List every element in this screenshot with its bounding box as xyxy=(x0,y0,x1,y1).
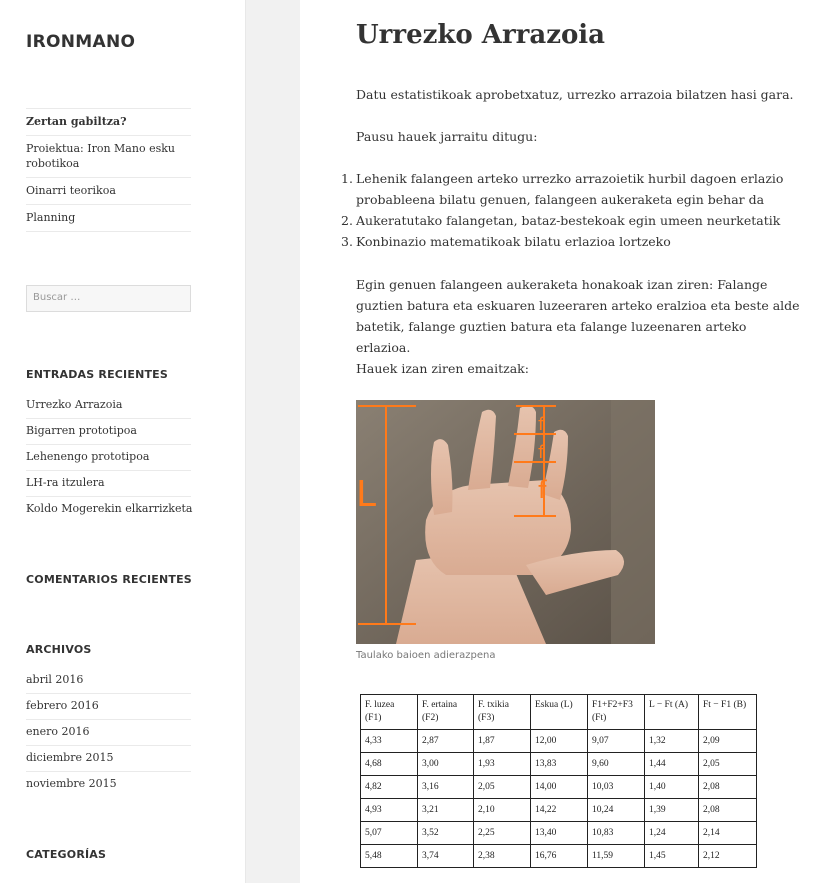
table-cell: 12,00 xyxy=(531,730,588,753)
list-item: 3. Konbinazio matematikoak bilatu erlazioa lortzeko xyxy=(341,234,671,249)
recent-comments-title: COMENTARIOS RECIENTES xyxy=(26,573,192,586)
recent-post-link[interactable]: Urrezko Arrazoia xyxy=(26,393,191,419)
archive-link[interactable]: abril 2016 xyxy=(26,668,191,694)
table-cell: 1,40 xyxy=(645,776,699,799)
table-cell: 2,08 xyxy=(699,799,757,822)
table-cell: 1,45 xyxy=(645,845,699,868)
phalanx-label: f xyxy=(538,476,547,504)
recent-posts-title: ENTRADAS RECIENTES xyxy=(26,368,169,381)
table-cell: 3,52 xyxy=(418,822,474,845)
table-cell: 14,22 xyxy=(531,799,588,822)
hand-illustration xyxy=(356,400,655,644)
table-cell: 16,76 xyxy=(531,845,588,868)
archive-link[interactable]: noviembre 2015 xyxy=(26,777,117,790)
table-cell: 2,05 xyxy=(474,776,531,799)
table-cell: 9,07 xyxy=(588,730,645,753)
table-cell: 2,38 xyxy=(474,845,531,868)
table-cell: 2,09 xyxy=(699,730,757,753)
post-content xyxy=(300,0,836,883)
phalanx-label: f xyxy=(538,442,545,463)
table-cell: 13,40 xyxy=(531,822,588,845)
table-cell: 1,87 xyxy=(474,730,531,753)
table-cell: 4,68 xyxy=(361,753,418,776)
table-header-row xyxy=(361,695,757,730)
menu-item-oinarri[interactable]: Oinarri teorikoa xyxy=(26,177,191,204)
archives-title: ARCHIVOS xyxy=(26,643,92,656)
post-title: Urrezko Arrazoia xyxy=(356,20,606,50)
site-title[interactable]: IRONMANO xyxy=(26,32,136,52)
archive-link[interactable]: febrero 2016 xyxy=(26,694,191,720)
table-row xyxy=(361,753,757,776)
table-cell: 3,16 xyxy=(418,776,474,799)
table-cell: 3,21 xyxy=(418,799,474,822)
table-cell: 2,10 xyxy=(474,799,531,822)
archive-link[interactable]: diciembre 2015 xyxy=(26,746,191,772)
table-cell: 2,05 xyxy=(699,753,757,776)
paragraph: Pausu hauek jarraitu ditugu: xyxy=(356,129,538,144)
table-cell: 1,32 xyxy=(645,730,699,753)
table-header: L − Ft (A) xyxy=(645,695,699,730)
recent-post-link[interactable]: Lehenengo prototipoa xyxy=(26,445,191,471)
table-cell: 2,14 xyxy=(699,822,757,845)
table-cell: 4,33 xyxy=(361,730,418,753)
table-cell: 3,74 xyxy=(418,845,474,868)
table-cell: 4,93 xyxy=(361,799,418,822)
table-cell: 5,07 xyxy=(361,822,418,845)
main-menu xyxy=(26,108,191,232)
recent-post-link[interactable]: Koldo Mogerekin elkarrizketa xyxy=(26,502,193,515)
length-label: L xyxy=(356,474,377,515)
steps-list xyxy=(341,168,804,252)
phalanx-label: f xyxy=(538,414,545,435)
paragraph: Hauek izan ziren emaitzak: xyxy=(356,361,529,376)
table-cell: 2,12 xyxy=(699,845,757,868)
table-cell: 3,00 xyxy=(418,753,474,776)
table-row xyxy=(361,799,757,822)
table-header: F1+F2+F3 (Ft) xyxy=(588,695,645,730)
table-cell: 1,39 xyxy=(645,799,699,822)
paragraph: Datu estatistikoak aprobetxatuz, urrezko arrazoia bilatzen hasi gara. xyxy=(356,87,794,102)
table-header: F. luzea (F1) xyxy=(361,695,418,730)
table-cell: 1,24 xyxy=(645,822,699,845)
search-input[interactable]: Buscar … xyxy=(26,285,191,312)
hand-photo xyxy=(356,400,655,644)
menu-item-planning[interactable]: Planning xyxy=(26,204,191,232)
table-cell: 1,93 xyxy=(474,753,531,776)
table-header: F. ertaina (F2) xyxy=(418,695,474,730)
table-cell: 2,25 xyxy=(474,822,531,845)
recent-post-link[interactable]: Bigarren prototipoa xyxy=(26,419,191,445)
table-cell: 9,60 xyxy=(588,753,645,776)
table-row xyxy=(361,730,757,753)
archives-list xyxy=(26,668,191,798)
table-cell: 11,59 xyxy=(588,845,645,868)
table-cell: 5,48 xyxy=(361,845,418,868)
recent-post-link[interactable]: LH-ra itzulera xyxy=(26,471,191,497)
list-item: 1. Lehenik falangeen arteko urrezko arrazoietik hurbil dagoen erlazio probableena bilatu genuen, falangeen aukeraketa egin behar da xyxy=(341,171,784,207)
list-item: 2. Aukeratutako falangetan, bataz-bestekoak egin umeen neurketatik xyxy=(341,213,781,228)
table-header: Ft − F1 (B) xyxy=(699,695,757,730)
table-row xyxy=(361,845,757,868)
image-caption: Taulako baioen adierazpena xyxy=(356,650,496,661)
table-cell: 1,44 xyxy=(645,753,699,776)
paragraph: Egin genuen falangeen aukeraketa honakoak izan ziren: Falange guztien batura eta eskuaren luzeeraren arteko eralzioa eta beste alde batetik, falange guztien batura eta falange luzeenaren arteko erlazioa. xyxy=(356,277,800,355)
table-cell: 2,87 xyxy=(418,730,474,753)
table-header: F. txikia (F3) xyxy=(474,695,531,730)
table-cell: 10,24 xyxy=(588,799,645,822)
menu-item-proiektua[interactable]: Proiektua: Iron Mano esku robotikoa xyxy=(26,135,191,177)
table-cell: 10,03 xyxy=(588,776,645,799)
menu-item-zertan[interactable]: Zertan gabiltza? xyxy=(26,108,191,135)
table-cell: 14,00 xyxy=(531,776,588,799)
results-table xyxy=(360,694,757,868)
table-header: Eskua (L) xyxy=(531,695,588,730)
recent-posts-list xyxy=(26,393,191,523)
sidebar xyxy=(0,0,246,883)
table-body xyxy=(361,730,757,868)
table-cell: 10,83 xyxy=(588,822,645,845)
categories-title: CATEGORÍAS xyxy=(26,848,107,861)
table-cell: 4,82 xyxy=(361,776,418,799)
table-row xyxy=(361,822,757,845)
table-row xyxy=(361,776,757,799)
table-cell: 2,08 xyxy=(699,776,757,799)
table-cell: 13,83 xyxy=(531,753,588,776)
archive-link[interactable]: enero 2016 xyxy=(26,720,191,746)
